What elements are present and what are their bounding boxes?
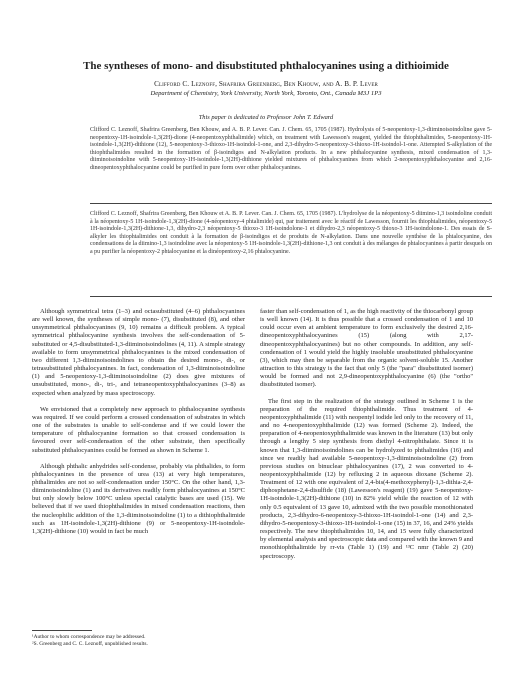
abstract-french: Clifford C. Leznoff, Shafrira Greenberg, Ben Khouw et A. B. P. Lever. Can. J. Chem. 65, 1705 (1987). L'hydrolyse de la néopentoxy-5 diimino-1,3 isoindoline conduit à la néopentoxy-5 1H-isoindole-1,3(2H)-dione (4-néopentoxy-4 phtalimide) qui, par traitement avec le réactif de Lawesson, fournit les thiophtalimides, néopentoxy-5 1H-isoindole-1,3(2H)-dithione-1,3, dihydro-2,3 néopentoxy-5 thioxo-3 1H-isoindolone-1 et dihydro-2,3 néopentoxy-5 thioxo-3 1H-isoindolone-1. Des essais de S-alkyler les thiophtalimides ont conduit à la formation de β-isoindigos et de produits de N-alkylation. Dans une nouvelle synthèse de la phtalocyanine, des condensations de la diimino-1,3 isoindoline avec la néopentoxy-5 1H-isoindole-1,3(2H)-dithione-1,3 ont conduit à des mélanges de phtalocyanines à partir desquels on a pu purifier la néopentoxy-2 phtalocyanine et la dinéopentoxy-2,16 phtalocyanine. (90, 211, 492, 255)
body-paragraph: We envisioned that a completely new approach to phthalocyanine synthesis was required. If we could perform a crossed condensation of substrates in which one of the substrates is unable to self-condense and if we could lower the temperature of phthalocyanine formation so that crossed condensation is favoured over self-condensation of the other substrate, then specifically substituted phthalocyanines could be formed as shown in Scheme 1. (32, 405, 245, 454)
body-column-left (32, 308, 245, 544)
abstract-english: Clifford C. Leznoff, Shafrira Greenberg, Ben Khouw, and A. B. P. Lever. Can. J. Chem. 65, 1705 (1987). Hydrolysis of 5-neopentoxy-1,3-diiminoisoindoline gave 5-neopentoxy-1H-isoindole-1,3(2H)-dione (4-neopentoxyphthalimide) which, on treatment with Lawesson's reagent, yielded the thiophthalimides, 5-neopentoxy-1H-isoindole-1,3(2H)-dithione (12), 5-neopentoxy-3-thioxo-1H-isoindol-1-one, and 2,3-dihydro-5-neopentoxy-3-thioxo-1H-isoindol-1-one. Attempted S-alkylation of the thiophthalimides resulted in the formation of β-isoindigos and N-alkylation products. In a new phthalocyanine synthesis, mixed condensation of 1,3-diiminoisoindoline with 5-neopentoxy-1H-isoindole-1,3(2H)-dithione yielded mixtures of phthalocyanines from which 2-neopentoxyphthalocyanine and 2,16-dineopentoxyphthalocyanine could be purified in pure form over other phthalocyanines. (90, 127, 492, 171)
dedication-note: This paper is dedicated to Professor John T. Edward (198, 114, 334, 121)
body-divider (90, 296, 492, 297)
footnotes (32, 634, 245, 648)
body-paragraph: The first step in the realization of the strategy outlined in Scheme 1 is the preparation of the required thiophthalimide. Thus treatment of 4-neopentoxyphthalimide (11) with neopentyl iodide led only to the recovery of 11, and no 4-neopentoxyphthalimide (12) was formed (Scheme 2). Indeed, the preparation of 4-neopentoxyphthalimide was known in the literature (13) but only through a lengthy 5 step synthesis from diethyl 4-nitrophthalate. Since it is known that 1,3-diiminoisoindolines can be hydrolyzed to phthalimides (16) and since we readily had available 5-neopentoxy-1,3-diiminoisoindoline (2) from previous studies on binuclear phthalocyanines (17), 2 was converted to 4-neopentoxyphthalimide (12) by refluxing 2 in aqueous dioxane (Scheme 2). Treatment of 12 with one equivalent of 2,4-bis(4-methoxyphenyl)-1,3-dithia-2,4-diphosphetane-2,4-disulfide (18) (Lawesson's reagent) (19) gave 5-neopentoxy-1H-isoindole-1,3(2H)-dithione (10) in 82% yield while the reaction of 12 with only 0.5 equivalent of 13 gave 10, admixed with the two possible monothionated products, 2,3-dihydro-6-neopentoxy-3-thioxo-1H-isoindol-1-one (14) and 2,3-dihydro-5-neopentoxy-3-thioxo-1H-isoindol-1-one (15) in 37, 16, and 24% yields respectively. The new thiophthalimides 10, 14, and 15 were fully characterized by elemental analysis and spectroscopic data and compared with the known 9 and monothiophthalimide by rr-vis (Table 1) (19) and ¹³C nmr (Table 2) (20) spectroscopy. (260, 397, 473, 560)
body-paragraph: Although symmetrical tetra (1–3) and octasubstituted (4–6) phthalocyanines are well known, the syntheses of simple mono- (7), disubstituted (8), and other unsymmetrical phthalocyanines (9, 10) remains a difficult problem. A typical symmetrical phthalocyanine synthesis involves the self-condensation of 5-substituted or 4,5-disubstituted-1,3-diiminoisoindolines (4, 11). A simple strategy available to form unsymmetrical phthalocyanines is the mixed condensation of two different 1,3-diiminoisoindolines to obtain the desired mono-, di-, or tetrasubstituted phthalocyanines. In fact, condensation of 1,3-diiminoisoindoline (1) and 5-neopentoxy-1,3-diiminoisoindoline (2) does give mixtures of unsubstituted, mono-, di-, tri-, and tetraneopentoxyphthalocyanines (3–8) as expected when analyzed by mass spectroscopy. (32, 308, 245, 397)
article-title: The syntheses of mono- and disubstituted phthalocyanines using a dithioimide (83, 60, 449, 72)
article-authors: Clifford C. Leznoff, Shafrira Greenberg, Ben Khouw, and A. B. P. Lever (154, 80, 378, 88)
abstract-divider (90, 203, 492, 204)
body-paragraph: Although phthalic anhydrides self-condense, probably via phthalides, to form phthalocyanines in the presence of urea (13) at very high temperatures, phthalimides are not so self-condensation under 150°C. On the other hand, 1,3-diiminoisoindoline (1) and its derivatives readily form phthalocyanines at 150°C but only slowly below 100°C unless special catalytic bases are used (15). We believed that if we used thiophthalimides in mixed condensation reactions, then the nucleophilic addition of the 1,3-diiminoisoindoline (1) to a dithiophthalimide such as 1H-isoindole-1,3(2H)-dithione (9) or 5-neopentoxy-1H-isoindole-1,3(2H)-dithione (10) would in fact be much (32, 462, 245, 535)
body-paragraph: faster than self-condensation of 1, as the high reactivity of the thiocarbonyl group is well known (14). It is thus possible that a crossed condensation of 1 and 10 could occur even at ambient temperature to form exclusively the desired 2,16-dineopentoxyphthalocyanines (15) (along with 2,17-dineopentoxyphthalocyanines) but no other compounds. In addition, any self-condensation of 1 would yield the highly insoluble unsubstituted phthalocyanine (3), which may then be separable from the organic solvent-soluble 15. Another attraction to this strategy is the fact that only 5 (the "para" disubstituted isomer) would be formed and not 2,9-dineopentoxyphthalocyanine (6) (the "ortho" disubstituted isomer). (260, 308, 473, 389)
footnote: ²S. Greenberg and C. C. Leznoff, unpublished results. (32, 641, 148, 647)
footnote-divider (32, 630, 92, 631)
author-affiliation: Department of Chemistry, York University, North York, Toronto, Ont., Canada M3J 1P3 (150, 90, 382, 97)
footnote: ¹Author to whom correspondence may be addressed. (32, 634, 146, 640)
body-column-right (260, 308, 473, 569)
